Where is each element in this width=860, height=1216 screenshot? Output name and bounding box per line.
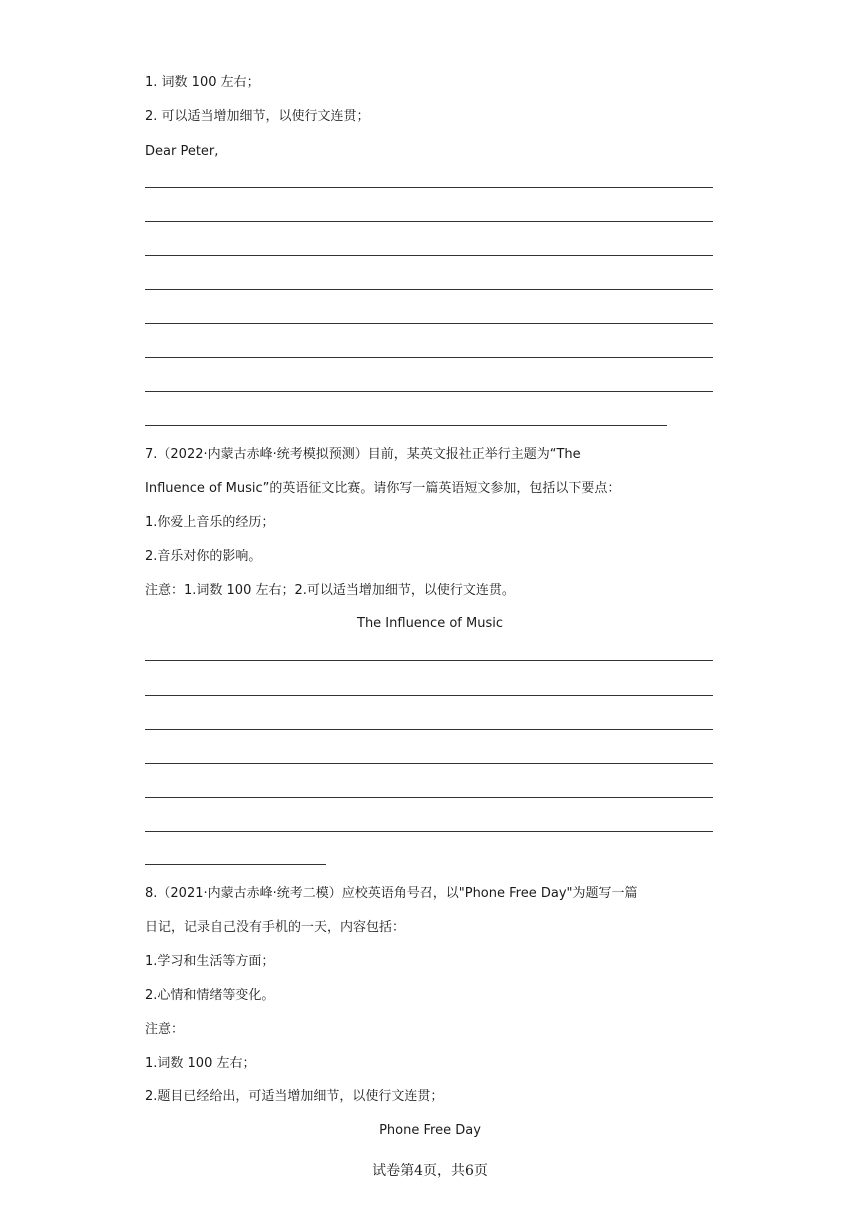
q8-note2: 2.题目已经给出，可适当增加细节，以使行文连贯； [145, 1089, 444, 1104]
writing-line [145, 289, 713, 290]
q8-note-label: 注意： [145, 1022, 185, 1037]
q7-note: 注意：1.词数 100 左右；2.可以适当增加细节，以使行文连贯。 [145, 583, 515, 598]
writing-line [145, 391, 713, 392]
writing-line [145, 763, 713, 764]
writing-line [145, 695, 713, 696]
writing-line [145, 357, 713, 358]
q8-stem-line1: 8.（2021·内蒙古赤峰·统考二模）应校英语角号召，以"Phone Free Day"为题写一篇 [145, 886, 638, 901]
q7-essay-title: The Influence of Music [357, 616, 503, 631]
requirement-details: 2. 可以适当增加细节，以使行文连贯； [145, 109, 370, 124]
q8-stem-line2: 日记，记录自己没有手机的一天，内容包括： [145, 920, 406, 935]
writing-line [145, 221, 713, 222]
q7-stem-line1: 7.（2022·内蒙古赤峰·统考模拟预测）目前，某英文报社正举行主题为“The [145, 447, 581, 462]
q7-point1: 1.你爱上音乐的经历； [145, 515, 275, 530]
writing-line [145, 323, 713, 324]
q8-point2: 2.心情和情绪等变化。 [145, 988, 275, 1003]
q8-note1: 1.词数 100 左右； [145, 1056, 256, 1071]
letter-salutation: Dear Peter, [145, 144, 219, 159]
writing-line [145, 831, 713, 832]
q7-stem-line2: Influence of Music”的英语征文比赛。请你写一篇英语短文参加，包括以下要点： [145, 481, 621, 496]
writing-line [145, 797, 713, 798]
writing-line [145, 864, 326, 865]
q8-point1: 1.学习和生活等方面； [145, 954, 275, 969]
q7-point2: 2.音乐对你的影响。 [145, 549, 262, 564]
writing-line [145, 729, 713, 730]
writing-line [145, 425, 667, 426]
q8-essay-title: Phone Free Day [379, 1123, 481, 1138]
writing-line [145, 660, 713, 661]
page-footer: 试卷第4页，共6页 [372, 1163, 488, 1179]
requirement-word-count: 1. 词数 100 左右； [145, 75, 260, 90]
writing-line [145, 187, 713, 188]
writing-line [145, 255, 713, 256]
